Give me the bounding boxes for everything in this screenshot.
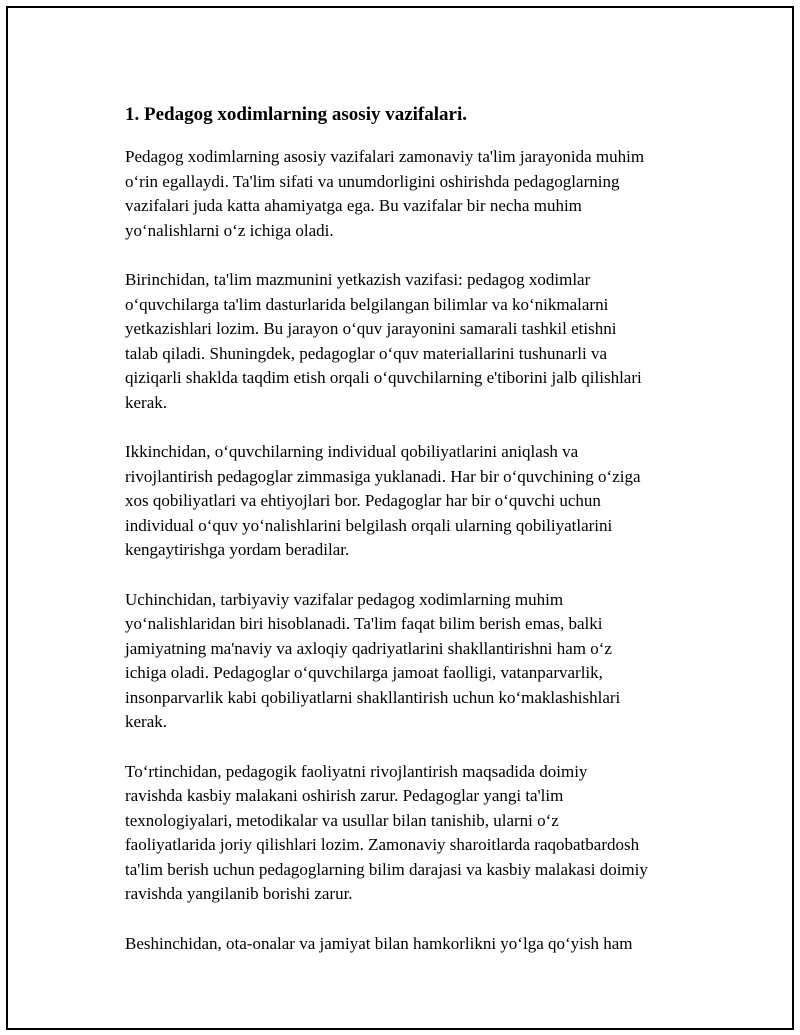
text-line: To‘rtinchidan, pedagogik faoliyatni rivojlantirish maqsadida doimiy [125, 761, 588, 781]
text-line: talab qiladi. Shuningdek, pedagoglar o‘quv materiallarini tushunarli va [125, 343, 608, 363]
text-line: ta'lim berish uchun pedagoglarning bilim darajasi va kasbiy malakasi doimiy [125, 859, 648, 879]
document-body [125, 103, 705, 981]
text-line: ravishda kasbiy malakani oshirish zarur. Pedagoglar yangi ta'lim [125, 786, 564, 805]
text-line: insonparvarlik kabi qobiliyatlarni shakllantirish uchun ko‘maklashishlari [125, 687, 621, 707]
text-line: ravishda yangilanib borishi zarur. [125, 884, 353, 903]
text-line: xos qobiliyatlari va ehtiyojlari bor. Pedagoglar har bir o‘quvchi uchun [125, 491, 601, 510]
text-line: Ikkinchidan, o‘quvchilarning individual qobiliyatlarini aniqlash va [125, 442, 579, 461]
text-line: rivojlantirish pedagoglar zimmasiga yuklanadi. Har bir o‘quvchining o‘ziga [125, 466, 641, 486]
text-line: o‘quvchilarga ta'lim dasturlarida belgilangan bilimlar va ko‘nikmalarni [125, 294, 609, 314]
text-line: o‘rin egallaydi. Ta'lim sifati va unumdorligini oshirishda pedagoglarning [125, 171, 620, 191]
paragraph-second [125, 440, 705, 563]
text-line: yetkazishlari lozim. Bu jarayon o‘quv jarayonini samarali tashkil etishni [125, 319, 617, 338]
paragraph-fourth [125, 760, 705, 907]
text-line: Beshinchidan, ota-onalar va jamiyat bilan hamkorlikni yo‘lga qo‘yish ham [125, 933, 633, 953]
text-line: Uchinchidan, tarbiyaviy vazifalar pedagog xodimlarning muhim [125, 589, 564, 609]
page-frame [6, 6, 794, 1030]
text-line: Pedagog xodimlarning asosiy vazifalari zamonaviy ta'lim jarayonida muhim [125, 147, 645, 166]
text-line: individual o‘quv yo‘nalishlarini belgilash orqali ularning qobiliyatlarini [125, 515, 613, 535]
paragraph-fifth [125, 932, 705, 957]
text-line: kerak. [125, 712, 168, 731]
paragraph-intro [125, 145, 705, 243]
text-line: yo‘nalishlarni o‘z ichiga oladi. [125, 220, 334, 240]
text-line: Birinchidan, ta'lim mazmunini yetkazish vazifasi: pedagog xodimlar [125, 270, 591, 289]
section-heading: 1. Pedagog xodimlarning asosiy vazifalari. [125, 104, 467, 125]
paragraph-first [125, 268, 705, 415]
text-line: vazifalari juda katta ahamiyatga ega. Bu vazifalar bir necha muhim [125, 196, 582, 215]
text-line: kerak. [125, 392, 168, 412]
text-line: faoliyatlarida joriy qilishlari lozim. Zamonaviy sharoitlarda raqobatbardosh [125, 835, 640, 854]
paragraph-third [125, 588, 705, 735]
text-line: kengaytirishga yordam beradilar. [125, 540, 350, 559]
text-line: texnologiyalari, metodikalar va usullar bilan tanishib, ularni o‘z [125, 810, 559, 830]
text-line: yo‘nalishlaridan biri hisoblanadi. Ta'lim faqat bilim berish emas, balki [125, 614, 603, 633]
text-line: qiziqarli shaklda taqdim etish orqali o‘quvchilarning e'tiborini jalb qilishlari [125, 368, 642, 387]
text-line: ichiga oladi. Pedagoglar o‘quvchilarga jamoat faolligi, vatanparvarlik, [125, 663, 603, 682]
text-line: jamiyatning ma'naviy va axloqiy qadriyatlarini shakllantirishni ham o‘z [125, 638, 612, 658]
